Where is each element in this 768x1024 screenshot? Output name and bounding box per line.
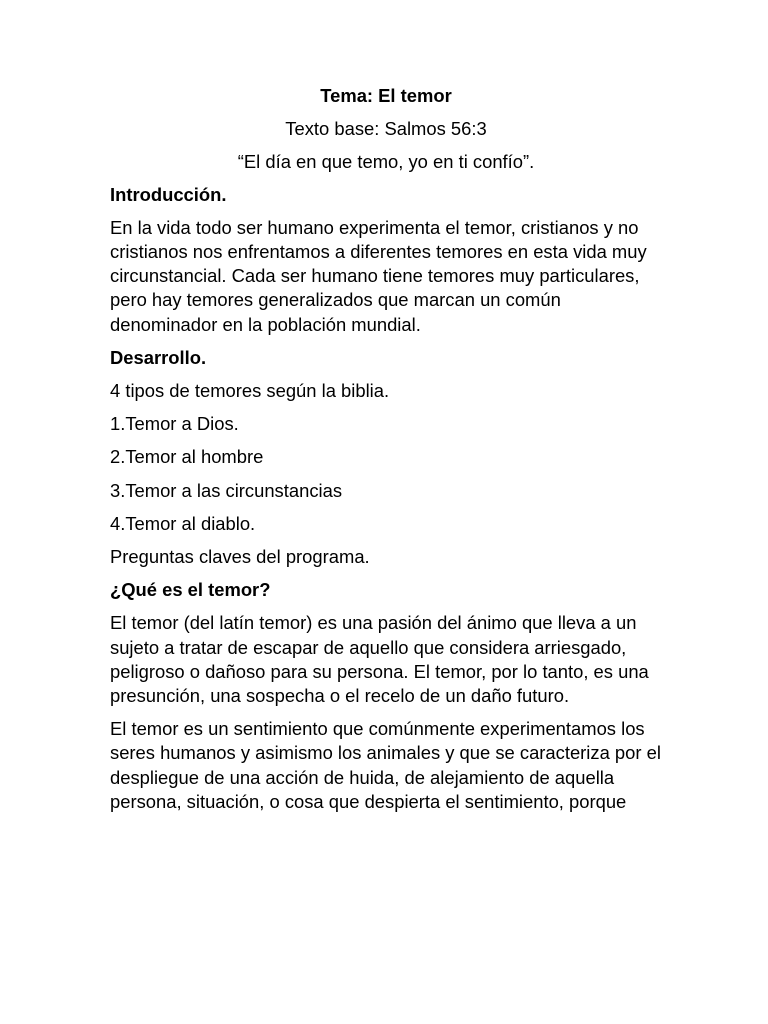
types-intro: 4 tipos de temores según la biblia. [110, 380, 390, 402]
document-title: Tema: El temor [320, 85, 452, 106]
definition-paragraph: El temor (del latín temor) es una pasión del ánimo que lleva a un sujeto a tratar de escapar de aquello que considera arriesgado, peligroso o dañoso para su persona. El temor, por lo tanto, es una presunción, una sospecha o el recelo de un daño futuro. [110, 612, 649, 707]
key-questions: Preguntas claves del programa. [110, 546, 370, 568]
list-item-fear-of-god: 1.Temor a Dios. [110, 413, 239, 435]
list-item-fear-of-devil: 4.Temor al diablo. [110, 512, 256, 534]
base-text: Texto base: Salmos 56:3 [285, 118, 487, 140]
intro-paragraph: En la vida todo ser humano experimenta el temor, cristianos y no cristianos nos enfrentamos a diferentes temores en esta vida muy circunstancial. Cada ser humano tiene temores muy particulares, pero hay temores generalizados que marcan un común denominador en la población mundial. [110, 216, 647, 335]
base-quote: “El día en que temo, yo en ti confío”. [237, 151, 535, 173]
development-heading: Desarrollo. [110, 346, 207, 368]
intro-heading: Introducción. [110, 183, 227, 205]
list-item-fear-of-man: 2.Temor al hombre [110, 446, 264, 468]
feeling-paragraph: El temor es un sentimiento que comúnmente experimentamos los seres humanos y asimismo los animales y que se caracteriza por el despliegue de una acción de huida, de alejamiento de aquella persona, situación, o cosa que despierta el sentimiento, porque [110, 718, 661, 812]
list-item-fear-of-circumstances: 3.Temor a las circunstancias [110, 479, 343, 501]
document-content [110, 84, 670, 823]
question-heading: ¿Qué es el temor? [110, 579, 271, 601]
